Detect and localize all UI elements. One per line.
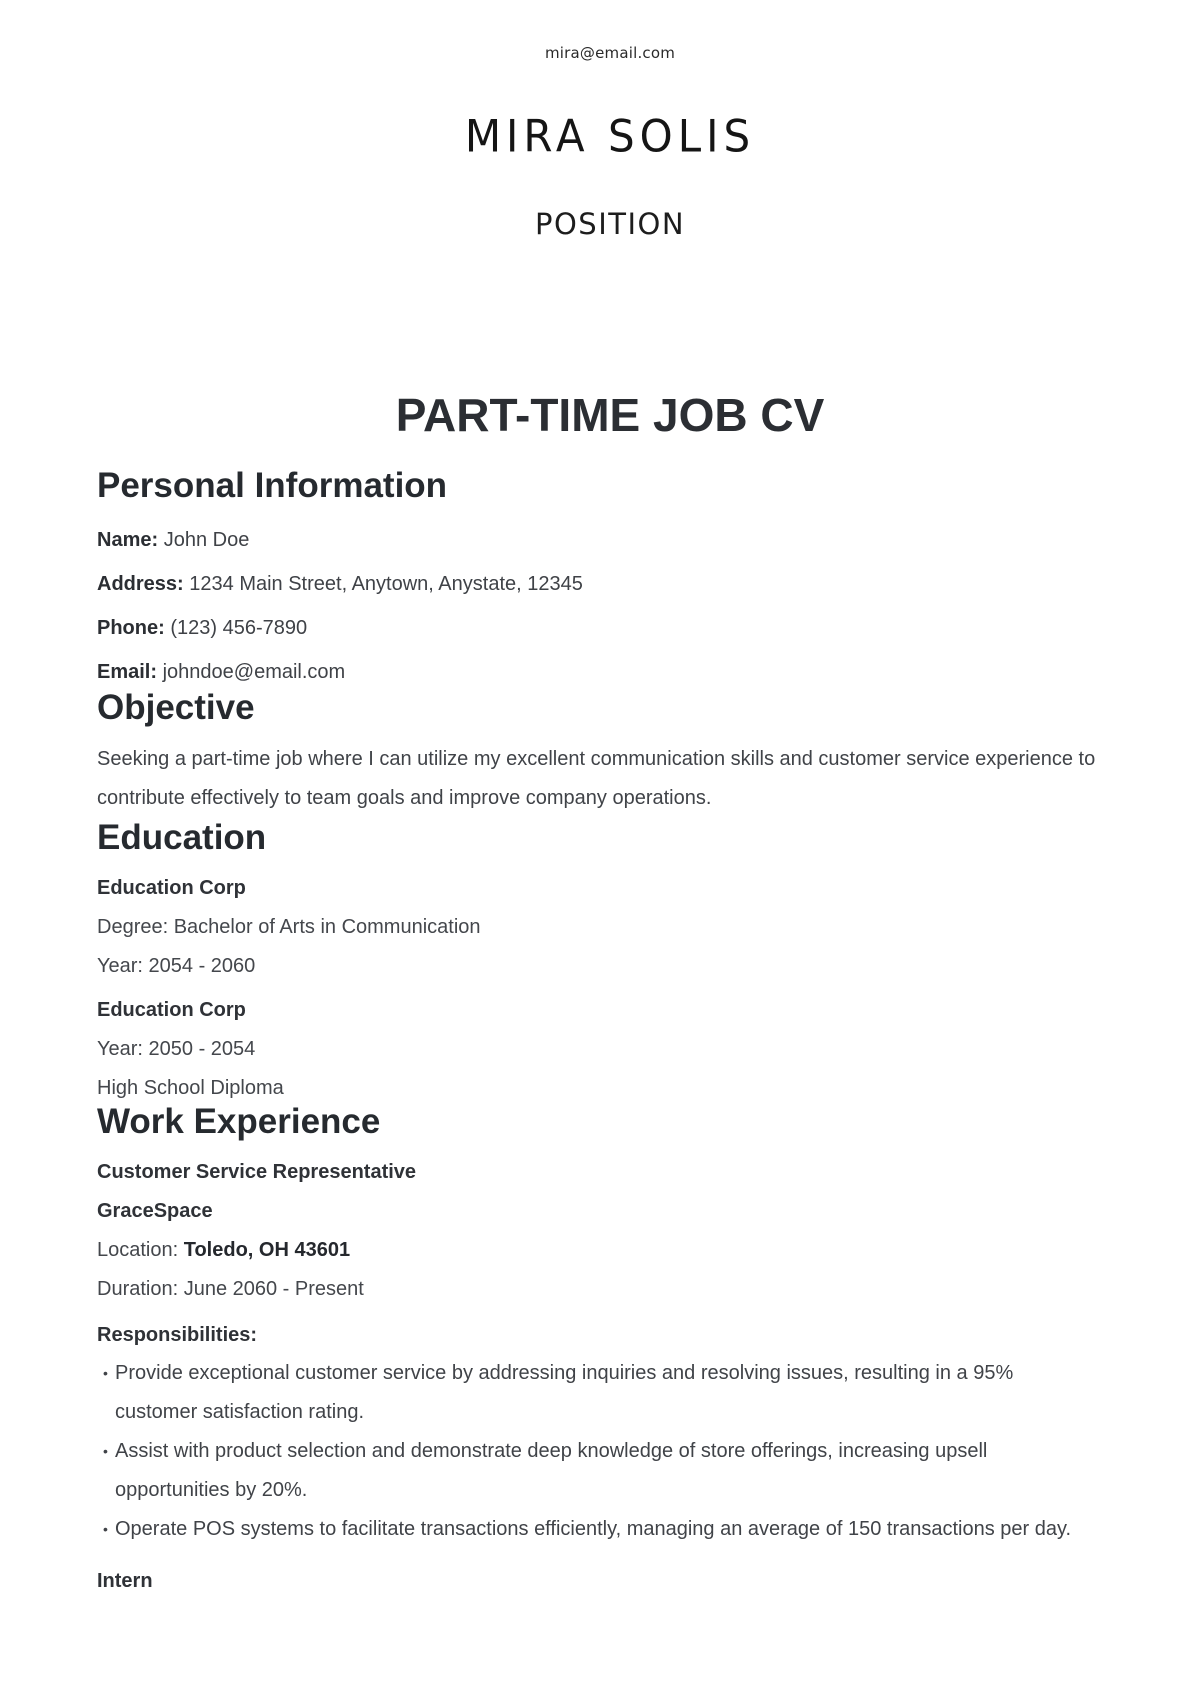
objective-text: Seeking a part-time job where I can utilize my excellent communication skills and customer service experience to contribute effectively to team goals and improve company operations. bbox=[97, 748, 1096, 809]
personal-info-address bbox=[97, 570, 1097, 598]
field-label: Address: bbox=[97, 573, 184, 595]
personal-info-phone bbox=[97, 614, 1097, 642]
person-position: POSITION bbox=[534, 207, 686, 241]
responsibility-item bbox=[97, 1354, 1097, 1432]
responsibilities-label: Responsibilities: bbox=[97, 1324, 258, 1346]
field-value: John Doe bbox=[163, 529, 250, 551]
section-heading-work-experience: Work Experience bbox=[97, 1102, 381, 1141]
responsibility-text: Provide exceptional customer service by addressing inquiries and resolving issues, resulting in a 95% customer satisfaction rating. bbox=[115, 1362, 1014, 1423]
header-email: mira@email.com bbox=[544, 44, 676, 62]
personal-information-section bbox=[97, 466, 1097, 686]
education-years: Year: 2050 - 2054 bbox=[97, 1038, 256, 1060]
bullet-icon: • bbox=[103, 1365, 108, 1381]
responsibility-item bbox=[97, 1510, 1097, 1549]
responsibility-text: Operate POS systems to facilitate transactions efficiently, managing an average of 150 transactions per day. bbox=[115, 1518, 1072, 1540]
job-entry bbox=[97, 1158, 1097, 1549]
responsibility-text: Assist with product selection and demonstrate deep knowledge of store offerings, increasing upsell opportunities by 20%. bbox=[115, 1440, 988, 1501]
field-label: Phone: bbox=[97, 617, 165, 639]
document-title: PART-TIME JOB CV bbox=[395, 389, 825, 441]
section-heading-education: Education bbox=[97, 818, 267, 857]
job-entry bbox=[97, 1567, 1097, 1595]
responsibility-item bbox=[97, 1432, 1097, 1510]
education-institution: Education Corp bbox=[97, 999, 246, 1021]
field-value: 1234 Main Street, Anytown, Anystate, 12345 bbox=[189, 573, 583, 595]
job-location-label: Location: bbox=[97, 1239, 184, 1261]
education-entry bbox=[97, 996, 1097, 1102]
objective-section bbox=[97, 688, 1097, 818]
field-label: Email: bbox=[97, 661, 158, 683]
cv-content bbox=[97, 466, 1097, 1595]
bullet-icon: • bbox=[103, 1521, 108, 1537]
person-name: MIRA SOLIS bbox=[464, 110, 756, 163]
personal-info-name bbox=[97, 526, 1097, 554]
field-label: Name: bbox=[97, 529, 159, 551]
education-degree: Degree: Bachelor of Arts in Communication bbox=[97, 916, 481, 938]
job-location bbox=[97, 1236, 1097, 1264]
job-location-value: Toledo, OH 43601 bbox=[183, 1239, 351, 1261]
section-heading-personal-information: Personal Information bbox=[97, 466, 448, 505]
education-years: Year: 2054 - 2060 bbox=[97, 955, 256, 977]
education-entry bbox=[97, 874, 1097, 980]
bullet-icon: • bbox=[103, 1443, 108, 1459]
personal-info-email bbox=[97, 658, 1097, 686]
work-experience-section bbox=[97, 1102, 1097, 1595]
job-duration: Duration: June 2060 - Present bbox=[97, 1278, 364, 1300]
education-section bbox=[97, 818, 1097, 1102]
job-title: Customer Service Representative bbox=[97, 1161, 417, 1183]
section-heading-objective: Objective bbox=[97, 688, 255, 727]
field-value: (123) 456-7890 bbox=[170, 617, 308, 639]
job-title: Intern bbox=[97, 1570, 153, 1592]
job-company: GraceSpace bbox=[97, 1200, 213, 1222]
responsibilities-list bbox=[97, 1354, 1097, 1549]
field-value: johndoe@email.com bbox=[162, 661, 346, 683]
education-diploma: High School Diploma bbox=[97, 1077, 284, 1099]
education-institution: Education Corp bbox=[97, 877, 246, 899]
